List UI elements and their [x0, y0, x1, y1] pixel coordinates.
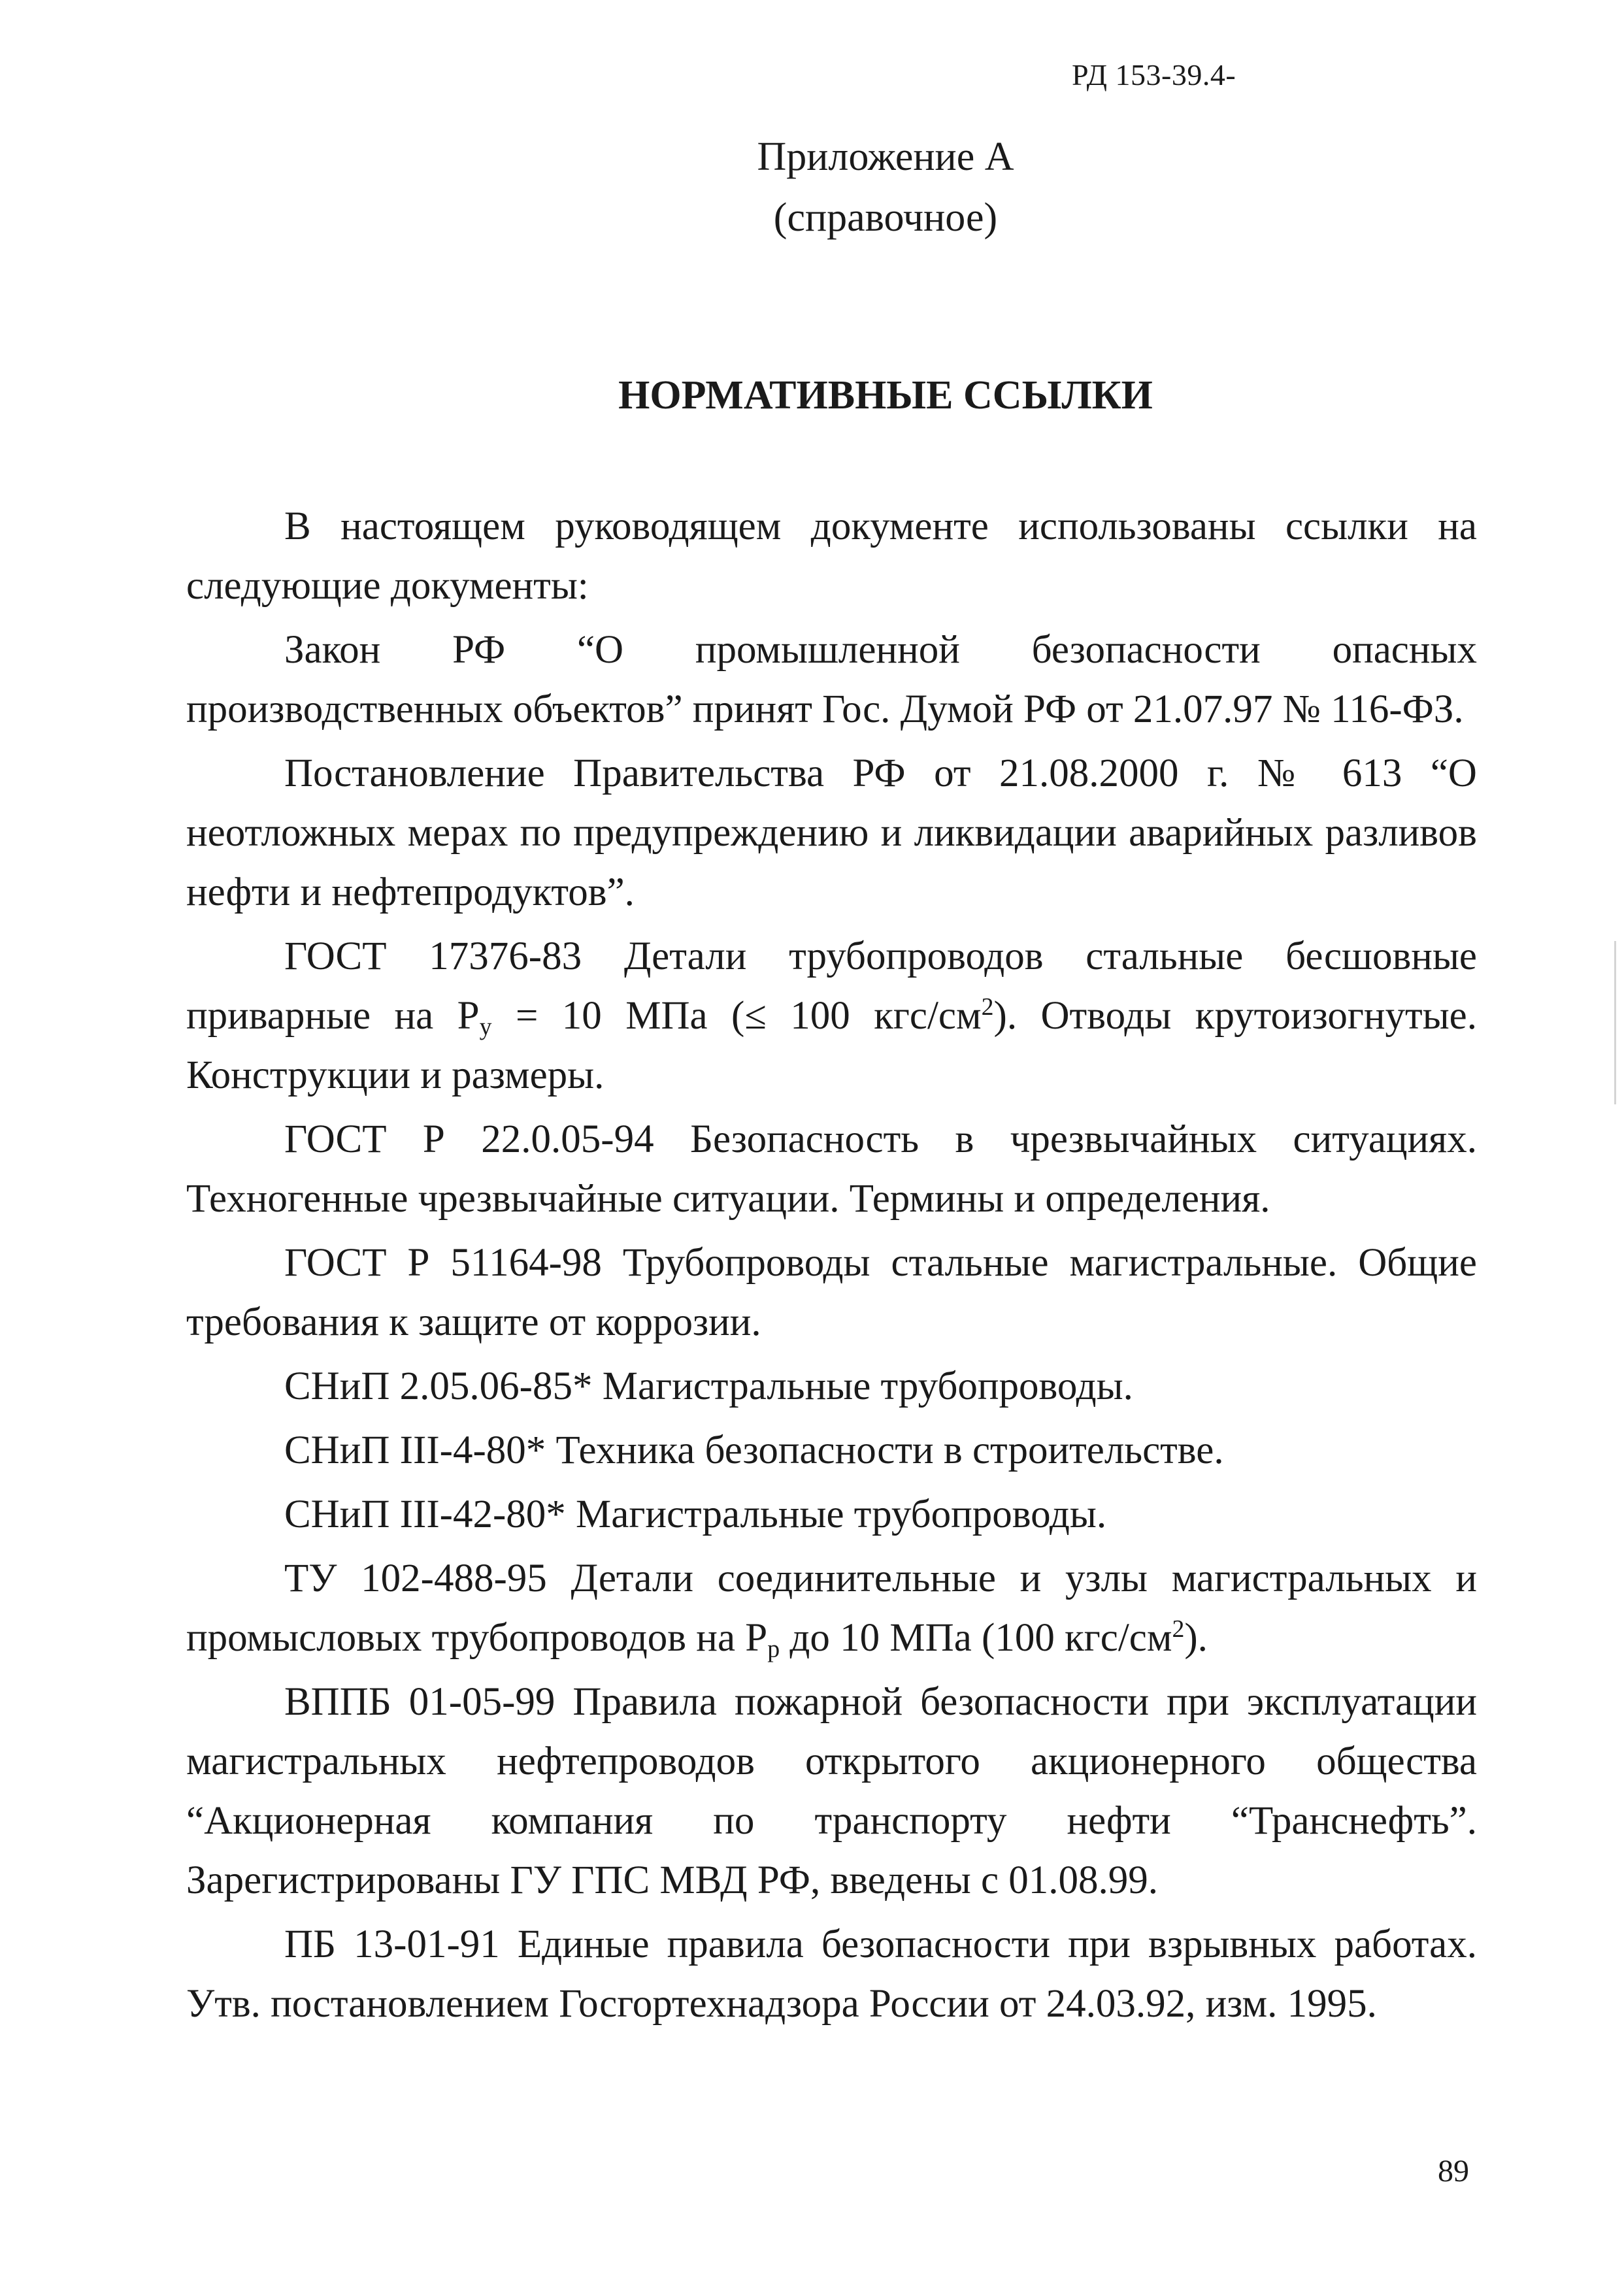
section-heading: НОРМАТИВНЫЕ ССЫЛКИ	[618, 373, 1153, 418]
gost-17376-subscript: y	[479, 1013, 492, 1041]
gost-17376-superscript: 2	[981, 993, 994, 1021]
page-number: 89	[1438, 2154, 1469, 2188]
gost-17376-text-1: ГОСТ 17376-83 Детали трубопроводов стальные бесшовные приварные на P	[186, 934, 1477, 1038]
tu-subscript: p	[767, 1635, 780, 1663]
scan-artifact-line	[1614, 941, 1616, 1104]
tu-text-3: ).	[1184, 1616, 1208, 1660]
paragraph-gost-22: ГОСТ Р 22.0.05-94 Безопасность в чрезвычайных ситуациях. Техногенные чрезвычайные ситуации. Термины и определения.	[186, 1117, 1477, 1221]
paragraph-snip-1: СНиП 2.05.06-85* Магистральные трубопроводы.	[284, 1364, 1133, 1408]
gost-17376-text-3: ). Отводы крутоизогнутые. Конструкции и размеры.	[186, 994, 1478, 1097]
paragraph-vppb: ВППБ 01-05-99 Правила пожарной безопасности при эксплуатации магистральных нефтепроводов открытого акционерного общества “Акционерная компания по транспорту нефти “Транснефть”. Зарегистрированы ГУ ГПС МВД РФ, введены с 01.08.99.	[186, 1680, 1477, 1902]
paragraph-tu	[186, 1549, 1477, 1668]
appendix-note: (справочное)	[773, 195, 998, 240]
paragraph-gost-51164: ГОСТ Р 51164-98 Трубопроводы стальные магистральные. Общие требования к защите от коррозии.	[186, 1241, 1477, 1344]
document-code: РД 153-39.4-	[1072, 58, 1236, 91]
paragraph-snip-2: СНиП III-4-80* Техника безопасности в строительстве.	[284, 1428, 1224, 1472]
paragraph-intro: В настоящем руководящем документе использованы ссылки на следующие документы:	[186, 504, 1477, 608]
paragraph-snip-3: СНиП III-42-80* Магистральные трубопроводы.	[284, 1493, 1107, 1536]
tu-text-1: ТУ 102-488-95 Детали соединительные и узлы магистральных и промысловых трубопроводов на P	[186, 1557, 1477, 1660]
paragraph-gost-17376	[186, 927, 1477, 1105]
paragraph-law: Закон РФ “О промышленной безопасности опасных производственных объектов” принят Гос. Думой РФ от 21.07.97 № 116-ФЗ.	[186, 628, 1477, 731]
paragraph-decree: Постановление Правительства РФ от 21.08.2000 г. № 613 “О неотложных мерах по предупреждению и ликвидации аварийных разливов нефти и нефтепродуктов”.	[186, 751, 1477, 914]
tu-text-2: до 10 МПа (100 кгс/см	[780, 1616, 1172, 1660]
appendix-title: Приложение А	[757, 135, 1014, 179]
gost-17376-text-2: = 10 МПа (≤ 100 кгс/см	[491, 994, 982, 1038]
paragraph-pb: ПБ 13-01-91 Единые правила безопасности при взрывных работах. Утв. постановлением Госгортехнадзора России от 24.03.92, изм. 1995.	[186, 1922, 1477, 2026]
document-body	[186, 497, 1477, 2038]
tu-superscript: 2	[1172, 1615, 1185, 1643]
